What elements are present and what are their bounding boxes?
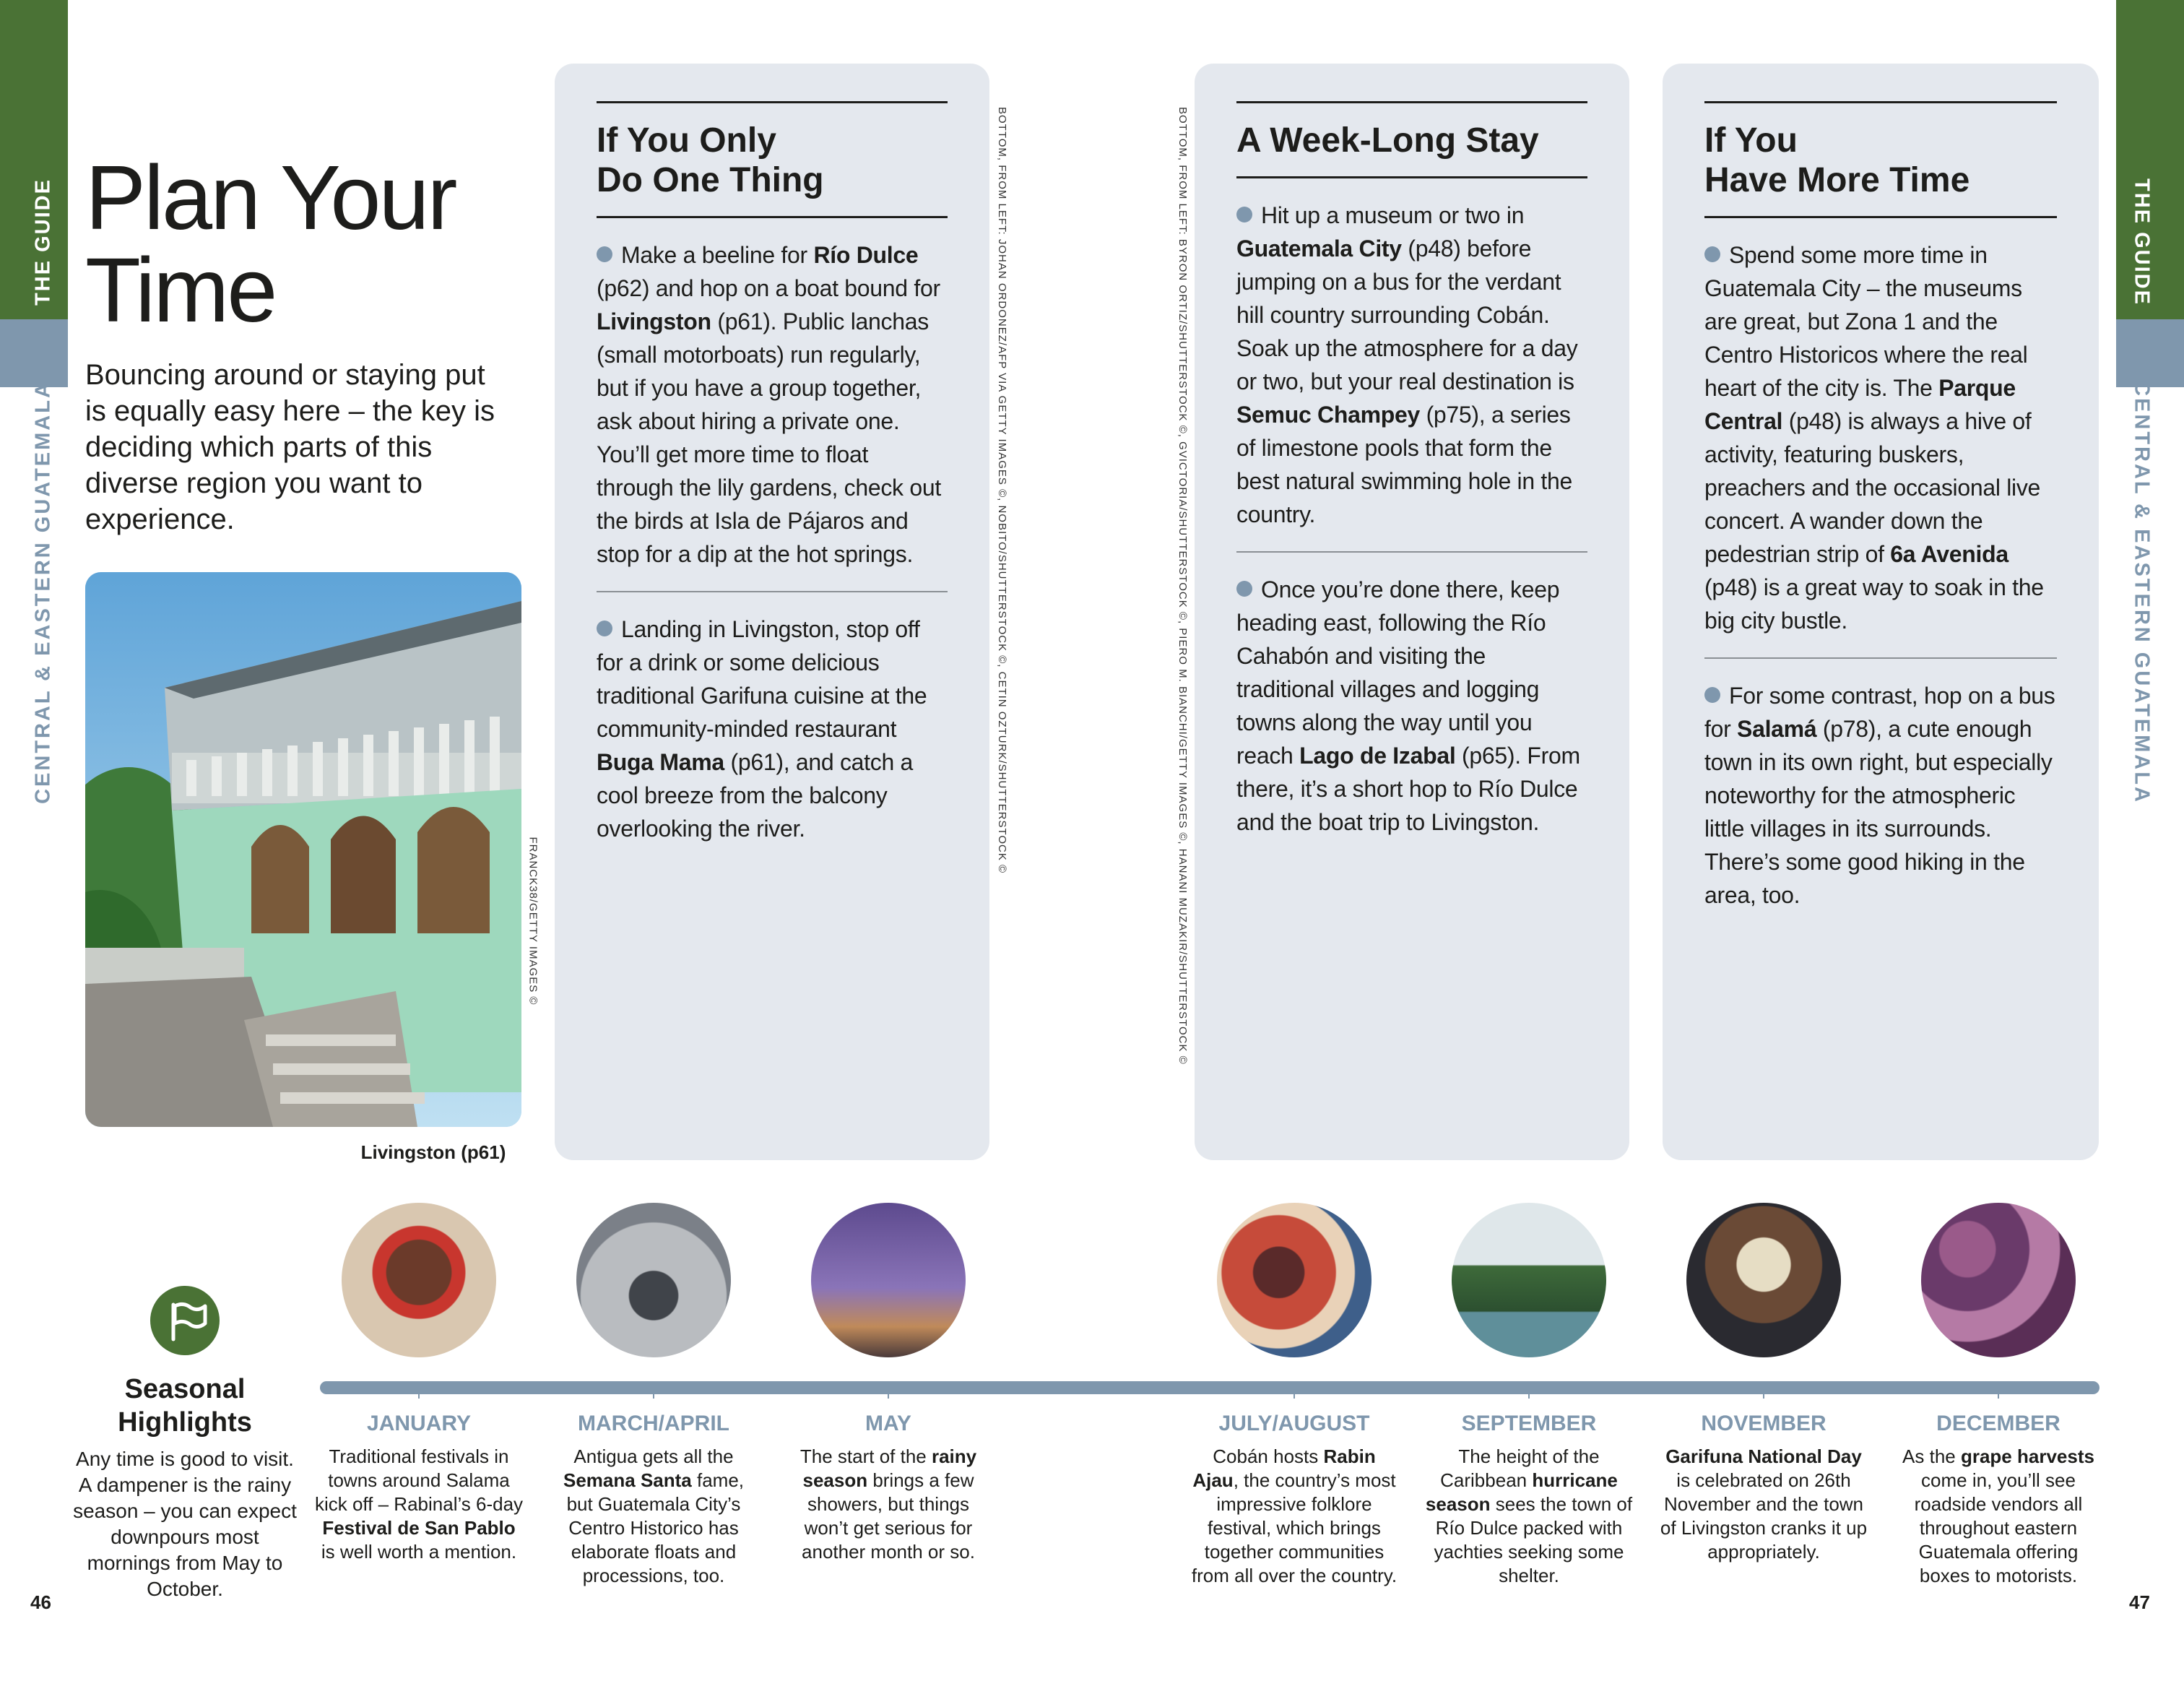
section-label-left: THE GUIDE (31, 178, 55, 306)
highlight-text: Salamá (1737, 716, 1817, 742)
region-label-right: CENTRAL & EASTERN GUATEMALA (2130, 381, 2154, 804)
month-entry (1190, 1203, 1399, 1588)
body-text: (p48) is a great way to soak in the big city bustle. (1704, 574, 2044, 634)
photo-credits-left: BOTTOM, FROM LEFT: JOHAN ORDONEZ/AFP VIA GETTY IMAGES ©, NOBITO/SHUTTERSTOCK ©, CETIN OZTURK/SHUTTERSTOCK © (996, 107, 1008, 874)
highlight-text: Lago de Izabal (1299, 743, 1456, 769)
body-text: come in, you’ll see roadside vendors all throughout eastern Guatemala offering boxes to motorists. (1914, 1469, 2083, 1586)
card-heading (597, 101, 948, 218)
body-text: (p61). Public lanchas (small motorboats) run regularly, but if you have a group together, ask about hiring a private one. You’ll get more time to float through the lily gardens, check out the birds at Isla de Pájaros and stop for a dip at the hot springs. (597, 308, 941, 567)
section-label-right: THE GUIDE (2130, 178, 2154, 306)
highlight-text: Semana Santa (563, 1469, 692, 1491)
body-text: (p62) and hop on a boat bound for (597, 275, 940, 301)
timeline-tick (1528, 1381, 1530, 1399)
photo-caption: Livingston (p61) (360, 1141, 506, 1163)
card-items (1704, 218, 2057, 932)
photo-credit: FRANCK38/GETTY IMAGES © (526, 837, 540, 1006)
page-number-right: 47 (2129, 1591, 2150, 1613)
body-text: Traditional festivals in towns around Salama kick off – Rabinal’s 6-day (314, 1446, 524, 1515)
bullet-icon (1704, 246, 1720, 262)
highlight-text: Buga Mama (597, 749, 724, 775)
month-description (1190, 1445, 1399, 1588)
bullet-icon (597, 621, 612, 636)
highlight-text: rainy season (802, 1446, 977, 1491)
timeline-tick (653, 1381, 654, 1399)
card-title (597, 121, 948, 200)
month-photo (342, 1203, 496, 1357)
timeline-tick (1294, 1381, 1295, 1399)
highlight-text: Río Dulce (813, 242, 919, 268)
month-photo (1921, 1203, 2076, 1357)
timeline-tick (1998, 1381, 1999, 1399)
body-text: (p65). From there, it’s a short hop to Río Dulce and the boat trip to Livingston. (1236, 743, 1580, 835)
body-text: As the (1902, 1446, 1961, 1467)
month-name: SEPTEMBER (1461, 1412, 1597, 1435)
month-photo (1217, 1203, 1372, 1357)
section-tab-accent-right (2116, 319, 2184, 387)
body-text: brings a few showers, but things won’t get serious for another month or so. (802, 1469, 975, 1563)
body-text: (p78), a cute enough town in its own right, but especially noteworthy for the atmospheric little villages in its surrounds. There’s some good hiking in the area, too. (1704, 716, 2053, 908)
body-text: For some contrast, hop on a bus for (1704, 683, 2055, 742)
card-items (597, 218, 948, 865)
seasonal-title-line2: Highlights (118, 1407, 252, 1438)
bullet-icon (1236, 207, 1252, 222)
body-text: sees the town of Río Dulce packed with yachties seeking some shelter. (1434, 1493, 1633, 1586)
body-text: Landing in Livingston, stop off for a drink or some delicious traditional Garifuna cuisine at the community-minded restaurant (597, 616, 927, 742)
card-one-thing (555, 64, 989, 1160)
body-text: Spend some more time in Guatemala City – the museums are great, but Zona 1 and the Centro Historicos where the real heart of the city is. The (1704, 242, 2028, 401)
card-title-line2: Have More Time (1704, 161, 1970, 199)
highlight-text: 6a Avenida (1890, 541, 2008, 567)
seasonal-title-line1: Seasonal (124, 1374, 246, 1404)
month-description (1659, 1445, 1868, 1564)
card-title-line1: A Week-Long Stay (1236, 121, 1539, 160)
house-illustration (85, 572, 521, 1127)
card-item (597, 591, 948, 865)
month-photo (576, 1203, 731, 1357)
seasonal-title (69, 1373, 300, 1439)
body-text: (p48) is always a hive of activity, featuring buskers, preachers and the occasional live concert. A wander down the pedestrian strip of (1704, 408, 2041, 567)
month-description (784, 1445, 993, 1564)
card-item (597, 218, 948, 591)
section-tab-accent-left (0, 319, 68, 387)
month-name: MARCH/APRIL (578, 1412, 729, 1435)
highlight-text: Guatemala City (1236, 235, 1402, 262)
page-title-line2: Time (85, 239, 276, 341)
bullet-icon (1704, 687, 1720, 703)
bullet-icon (597, 246, 612, 262)
highlight-text: Rabin Ajau (1192, 1446, 1376, 1491)
card-week-long (1195, 64, 1629, 1160)
body-text: Antigua gets all the (573, 1446, 734, 1467)
body-text: is well worth a mention. (321, 1541, 517, 1563)
month-photo (1686, 1203, 1841, 1357)
body-text: Once you’re done there, keep heading east, following the Río Cahabón and visiting the traditional villages and logging towns along the way until you reach (1236, 576, 1560, 769)
card-title-line1: If You Only (597, 121, 776, 160)
body-text: (p75), a series of limestone pools that form the best natural swimming hole in the country. (1236, 402, 1573, 527)
timeline-tick (1763, 1381, 1764, 1399)
card-item (1236, 178, 1587, 551)
intro-text: Bouncing around or staying put is equally easy here – the key is deciding which parts of this diverse region you want to experience. (85, 359, 495, 535)
month-entry (784, 1203, 993, 1564)
highlight-text: Parque Central (1704, 375, 2016, 434)
region-label-left: CENTRAL & EASTERN GUATEMALA (31, 381, 55, 804)
card-item (1236, 551, 1587, 859)
card-title-line2: Do One Thing (597, 161, 824, 199)
body-text: Make a beeline for (621, 242, 814, 268)
month-description (1894, 1445, 2103, 1588)
month-name: MAY (865, 1412, 911, 1435)
highlight-text: Livingston (597, 308, 711, 334)
seasonal-text: Any time is good to visit. A dampener is the rainy season – you can expect downpours most mornings from May to October. (73, 1448, 297, 1600)
page-number-left: 46 (30, 1591, 51, 1613)
month-name: JANUARY (367, 1412, 471, 1435)
flag-icon (150, 1286, 220, 1355)
month-description (1424, 1445, 1634, 1588)
page-title-line1: Plan Your (85, 147, 456, 249)
bullet-icon (1236, 581, 1252, 597)
month-name: JULY/AUGUST (1218, 1412, 1370, 1435)
month-description (549, 1445, 758, 1588)
card-heading (1236, 101, 1587, 178)
body-text: Hit up a museum or two in (1261, 202, 1525, 228)
body-text: (p61), and catch a cool breeze from the balcony overlooking the river. (597, 749, 914, 842)
month-entry (1894, 1203, 2103, 1588)
month-photo (811, 1203, 966, 1357)
card-title (1704, 121, 2057, 200)
livingston-photo (85, 572, 521, 1127)
card-more-time (1663, 64, 2099, 1160)
month-entry (1659, 1203, 1868, 1564)
card-title (1236, 121, 1587, 160)
highlight-text: Semuc Champey (1236, 402, 1420, 428)
body-text: fame, but Guatemala City’s Centro Historico has elaborate floats and processions, too. (566, 1469, 744, 1586)
card-heading (1704, 101, 2057, 218)
highlight-text: Festival de San Pablo (322, 1517, 516, 1539)
card-items (1236, 178, 1587, 859)
month-photo (1452, 1203, 1606, 1357)
month-entry (314, 1203, 524, 1564)
timeline-tick (888, 1381, 889, 1399)
body-text: is celebrated on 26th November and the town of Livingston cranks it up appropriately. (1660, 1469, 1868, 1563)
body-text: , the country’s most impressive folklore festival, which brings together communities from all over the country. (1191, 1469, 1398, 1586)
month-description (314, 1445, 524, 1564)
body-text: The start of the (800, 1446, 932, 1467)
card-item (1704, 218, 2057, 657)
month-entry (1424, 1203, 1634, 1588)
card-item (1704, 657, 2057, 932)
body-text: The height of the Caribbean (1440, 1446, 1600, 1491)
card-title-line1: If You (1704, 121, 1798, 160)
photo-credits-right: BOTTOM, FROM LEFT: BYRON ORTIZ/SHUTTERSTOCK ©, GVICTORIA/SHUTTERSTOCK ©, PIERO M. BIANCHI/GETTY IMAGES ©, HANANI MUZAKIR/SHUTTERSTOCK © (1176, 107, 1189, 1065)
highlight-text: hurricane season (1425, 1469, 1618, 1515)
timeline-tick (418, 1381, 420, 1399)
highlight-text: grape harvests (1960, 1446, 2094, 1467)
month-name: NOVEMBER (1701, 1412, 1826, 1435)
body-text: (p48) before jumping on a bus for the verdant hill country surrounding Cobán. Soak up the atmosphere for a day or two, but your real destination is (1236, 235, 1578, 394)
page-title (85, 147, 490, 341)
month-entry (549, 1203, 758, 1588)
highlight-text: Garifuna National Day (1665, 1446, 1862, 1467)
month-name: DECEMBER (1936, 1412, 2060, 1435)
body-text: Cobán hosts (1213, 1446, 1324, 1467)
